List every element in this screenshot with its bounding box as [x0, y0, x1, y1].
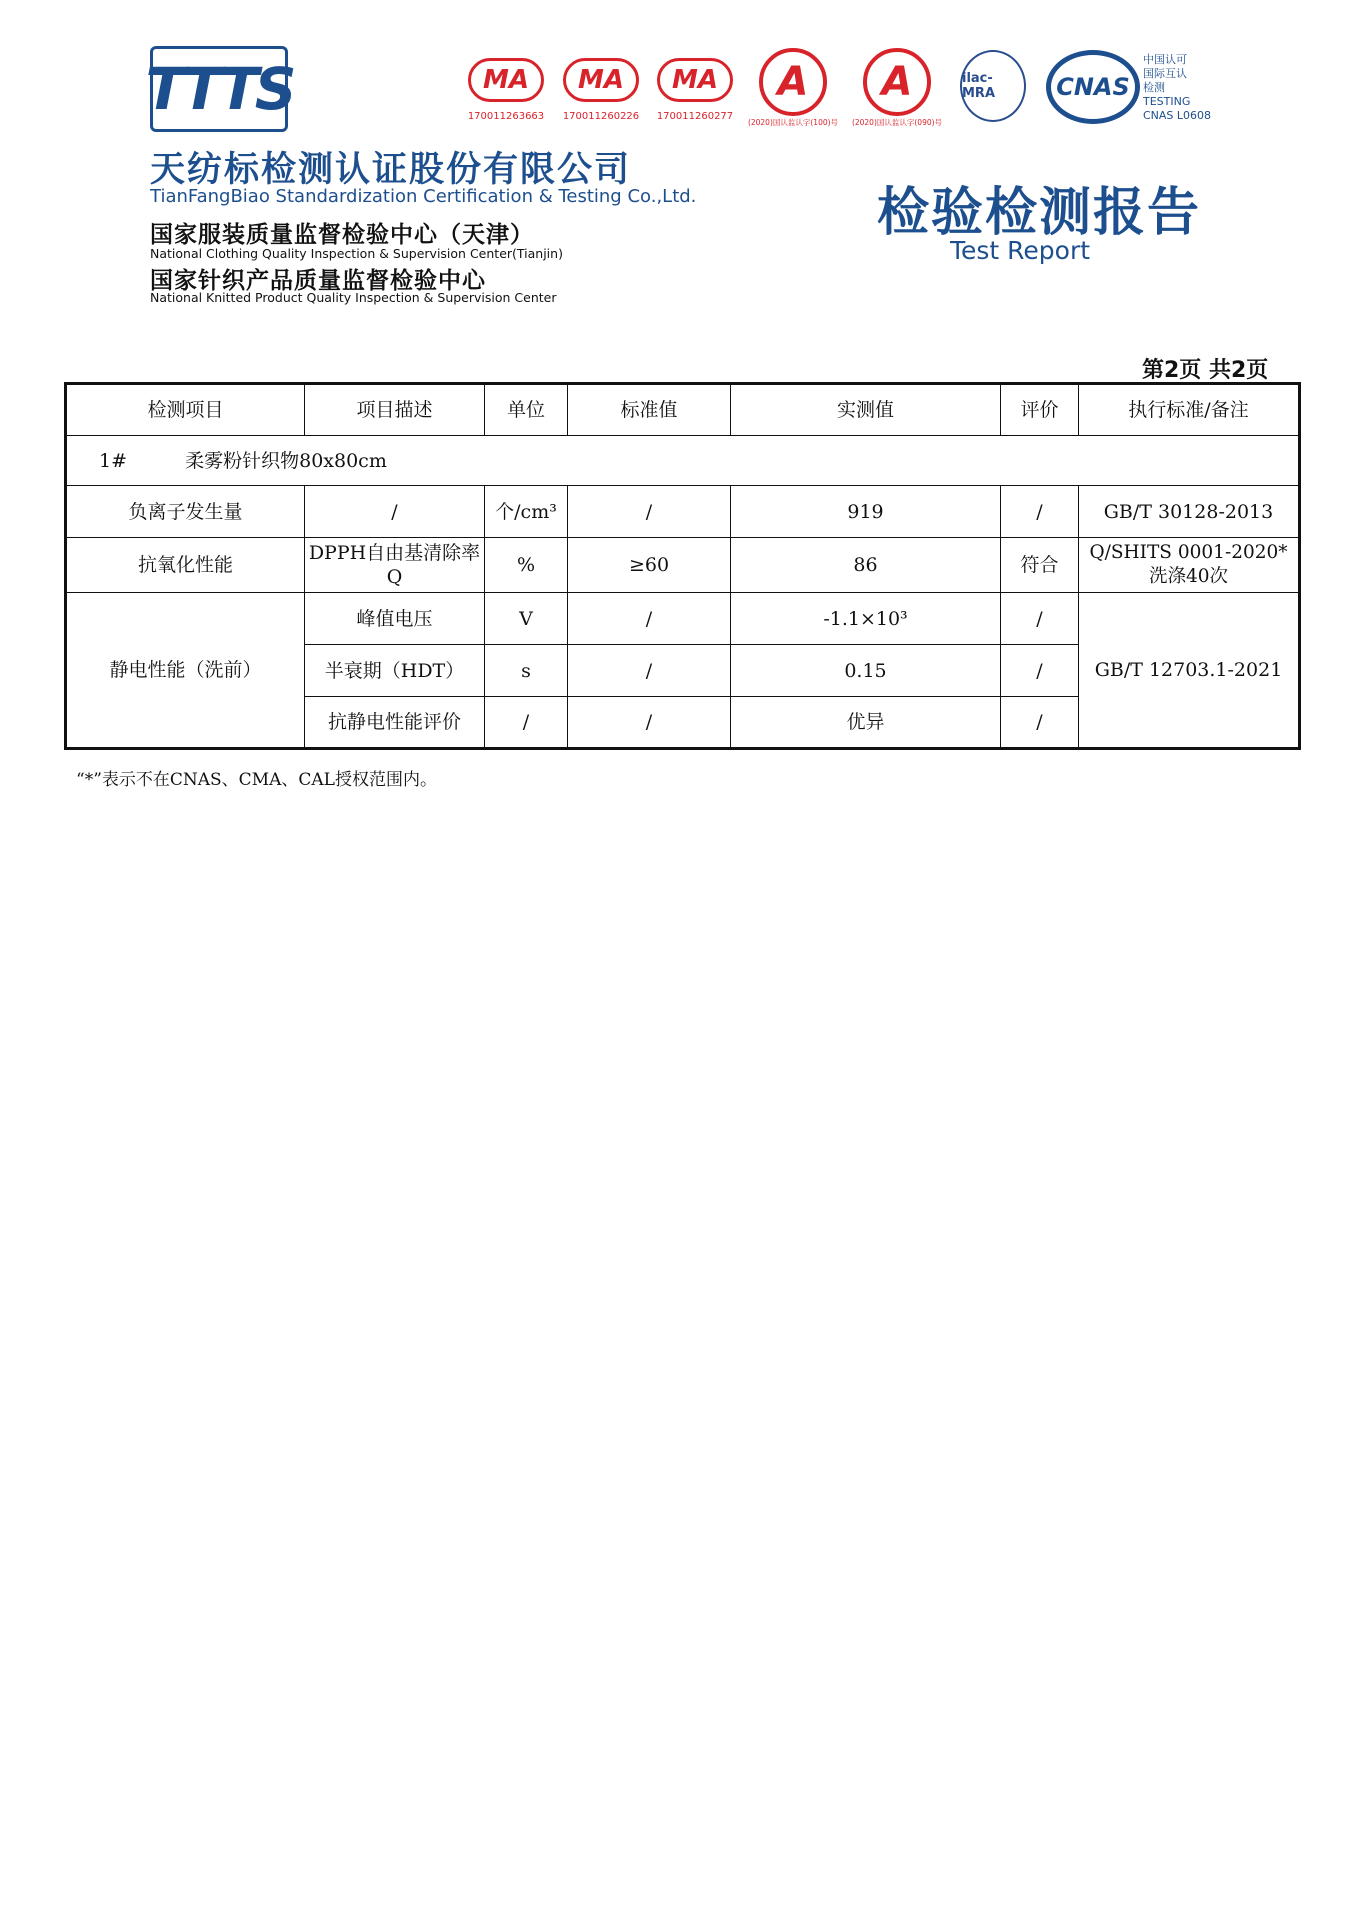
report-title-en: Test Report: [950, 236, 1091, 265]
center1-name-en: National Clothing Quality Inspection & Supervision Center(Tianjin): [150, 246, 563, 261]
cell-item: 静电性能（洗前）: [66, 593, 305, 749]
header-cell: 执行标准/备注: [1079, 384, 1300, 436]
table-row: [66, 538, 1300, 593]
cell-unit: %: [485, 538, 568, 593]
cell-note: GB/T 30128-2013: [1079, 486, 1300, 538]
cma-number-1: 170011263663: [467, 111, 545, 122]
cell-evaluation: /: [1001, 593, 1079, 645]
footnote: “*”表示不在CNAS、CMA、CAL授权范围内。: [76, 770, 437, 790]
cell-evaluation: 符合: [1001, 538, 1079, 593]
cal-number-2: (2020)国认监认字(090)号: [851, 118, 943, 127]
cell-note: GB/T 12703.1-2021: [1079, 593, 1300, 749]
table-header-row: [66, 384, 1300, 436]
cma-mark-1: MA: [468, 58, 544, 102]
cell-standard: /: [568, 697, 731, 749]
sample-id: 1#: [99, 449, 128, 472]
cell-unit: /: [485, 697, 568, 749]
page-number: 第2页 共2页: [1142, 358, 1269, 383]
table-row: [66, 486, 1300, 538]
cal-mark-2: A: [863, 48, 931, 116]
cma-mark-3: MA: [657, 58, 733, 102]
cell-measured: 86: [731, 538, 1001, 593]
cell-standard: /: [568, 645, 731, 697]
company-name-cn: 天纺标检测认证股份有限公司: [150, 150, 632, 190]
header-cell: 实测值: [731, 384, 1001, 436]
cnas-text: 中国认可 国际互认 检测 TESTING CNAS L0608: [1143, 53, 1212, 122]
header-cell: 评价: [1001, 384, 1079, 436]
company-name-en: TianFangBiao Standardization Certification & Testing Co.,Ltd.: [150, 186, 697, 207]
center1-name-cn: 国家服装质量监督检验中心（天津）: [150, 222, 534, 248]
center2-name-en: National Knitted Product Quality Inspection & Supervision Center: [150, 290, 557, 305]
cal-mark-1: A: [759, 48, 827, 116]
cell-note: Q/SHITS 0001-2020* 洗涤40次: [1079, 538, 1300, 593]
cell-item: 抗氧化性能: [66, 538, 305, 593]
header-cell: 项目描述: [305, 384, 485, 436]
cell-standard: ≥60: [568, 538, 731, 593]
cma-mark-2: MA: [563, 58, 639, 102]
cell-evaluation: /: [1001, 486, 1079, 538]
header-cell: 单位: [485, 384, 568, 436]
sample-row: [66, 436, 1300, 486]
cell-desc: DPPH自由基清除率Q: [305, 538, 485, 593]
cell-standard: /: [568, 593, 731, 645]
report-title-cn: 检验检测报告: [877, 182, 1202, 243]
cell-measured: 优异: [731, 697, 1001, 749]
center2-name-cn: 国家针织产品质量监督检验中心: [150, 268, 486, 294]
cell-unit: 个/cm³: [485, 486, 568, 538]
cal-number-1: (2020)国认监认字(100)号: [747, 118, 839, 127]
cell-evaluation: /: [1001, 645, 1079, 697]
cell-evaluation: /: [1001, 697, 1079, 749]
cell-unit: V: [485, 593, 568, 645]
header-cell: 检测项目: [66, 384, 305, 436]
sample-name: 柔雾粉针织物80x80cm: [185, 449, 387, 472]
cell-measured: 919: [731, 486, 1001, 538]
cell-desc: 半衰期（HDT）: [305, 645, 485, 697]
header-cell: 标准值: [568, 384, 731, 436]
cma-number-3: 170011260277: [656, 111, 734, 122]
results-table: [64, 382, 1301, 750]
table-row: [66, 593, 1300, 645]
cma-number-2: 170011260226: [562, 111, 640, 122]
cell-measured: -1.1×10³: [731, 593, 1001, 645]
cell-standard: /: [568, 486, 731, 538]
cell-desc: /: [305, 486, 485, 538]
sample-cell: [66, 436, 1300, 486]
cell-desc: 抗静电性能评价: [305, 697, 485, 749]
cell-measured: 0.15: [731, 645, 1001, 697]
cnas-mark: CNAS: [1046, 50, 1140, 124]
tts-logo: TTTS: [150, 46, 288, 132]
cell-desc: 峰值电压: [305, 593, 485, 645]
cell-unit: s: [485, 645, 568, 697]
cell-item: 负离子发生量: [66, 486, 305, 538]
ilac-mra-mark: ilac-MRA: [960, 50, 1026, 122]
